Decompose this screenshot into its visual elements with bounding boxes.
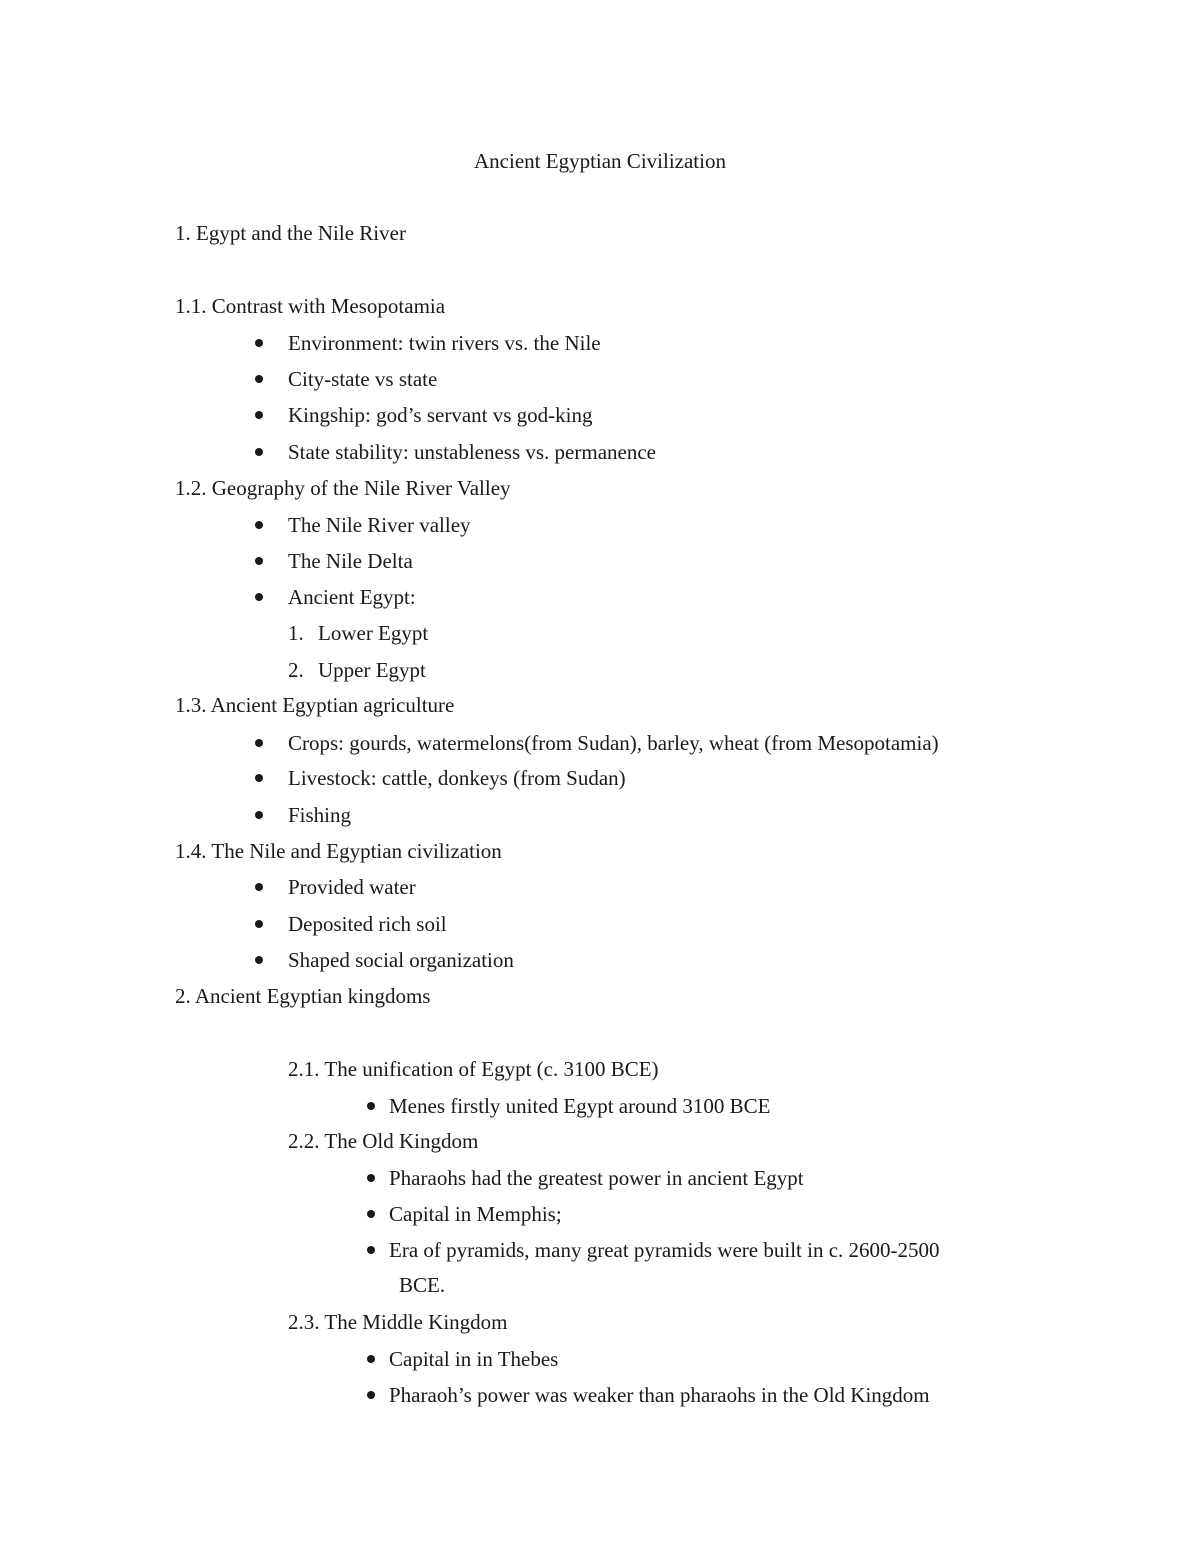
bullet-icon [255,920,263,928]
bullet-icon [255,375,263,383]
list-item: The Nile Delta [288,549,413,573]
section-1-2-heading: 1.2. Geography of the Nile River Valley [175,476,511,500]
list-item: The Nile River valley [288,513,471,537]
bullet-icon [255,593,263,601]
list-item: Provided water [288,875,416,899]
list-item: Ancient Egypt: [288,585,416,609]
bullet-icon [255,339,263,347]
list-item: Menes firstly united Egypt around 3100 BCE [389,1094,771,1118]
list-item: Shaped social organization [288,948,514,972]
numbered-item-number: 1. [288,621,304,645]
section-1-heading: 1. Egypt and the Nile River [175,221,406,245]
section-2-1-heading: 2.1. The unification of Egypt (c. 3100 BCE) [288,1057,659,1081]
list-item: Kingship: god’s servant vs god-king [288,403,593,427]
section-2-heading: 2. Ancient Egyptian kingdoms [175,984,431,1008]
list-item: State stability: unstableness vs. permanence [288,440,656,464]
bullet-icon [255,557,263,565]
bullet-icon [255,774,263,782]
bullet-icon [255,883,263,891]
list-item: Crops: gourds, watermelons(from Sudan), barley, wheat (from Mesopotamia) [288,731,939,755]
list-item: Capital in Memphis; [389,1202,562,1226]
list-item: Environment: twin rivers vs. the Nile [288,331,601,355]
list-item: Livestock: cattle, donkeys (from Sudan) [288,766,626,790]
numbered-item-text: Upper Egypt [318,658,426,682]
bullet-icon [367,1355,375,1363]
bullet-icon [367,1391,375,1399]
bullet-icon [255,521,263,529]
list-item: Pharaoh’s power was weaker than pharaohs in the Old Kingdom [389,1383,930,1407]
numbered-item-text: Lower Egypt [318,621,429,645]
bullet-icon [367,1246,375,1254]
list-item: Deposited rich soil [288,912,447,936]
list-item-continuation: BCE. [399,1273,446,1297]
list-item: City-state vs state [288,367,438,391]
numbered-item-number: 2. [288,658,304,682]
bullet-icon [255,811,263,819]
bullet-icon [367,1102,375,1110]
bullet-icon [367,1210,375,1218]
bullet-icon [255,956,263,964]
list-item: Era of pyramids, many great pyramids were built in c. 2600-2500 [389,1238,940,1262]
bullet-icon [255,448,263,456]
section-1-3-heading: 1.3. Ancient Egyptian agriculture [175,693,455,717]
list-item: Capital in in Thebes [389,1347,559,1371]
bullet-icon [367,1174,375,1182]
section-1-4-heading: 1.4. The Nile and Egyptian civilization [175,839,502,863]
bullet-icon [255,411,263,419]
list-item: Fishing [288,803,352,827]
bullet-icon [255,739,263,747]
document-title: Ancient Egyptian Civilization [474,149,726,173]
section-2-2-heading: 2.2. The Old Kingdom [288,1129,479,1153]
list-item: Pharaohs had the greatest power in ancient Egypt [389,1166,804,1190]
section-2-3-heading: 2.3. The Middle Kingdom [288,1310,508,1334]
section-1-1-heading: 1.1. Contrast with Mesopotamia [175,294,446,318]
